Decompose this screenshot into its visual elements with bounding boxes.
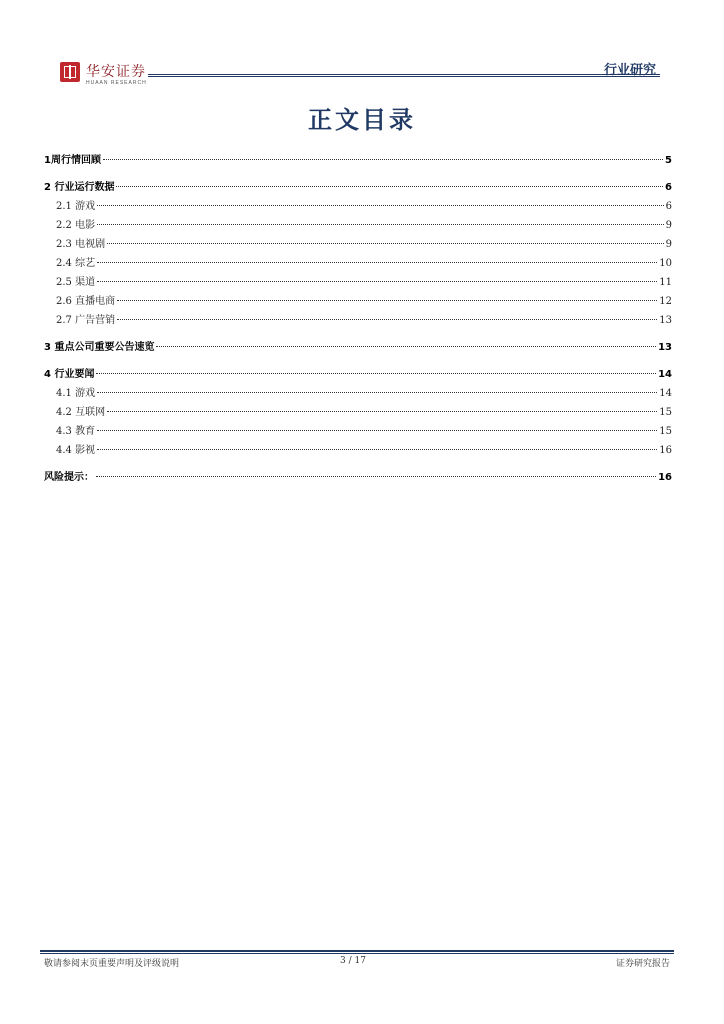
toc-leader-dots xyxy=(97,262,657,263)
toc-entry-page: 11 xyxy=(659,277,672,288)
huaan-logo-icon xyxy=(60,62,80,82)
toc-entry[interactable] xyxy=(44,276,672,295)
toc-entry-label: 2.7 广告营销 xyxy=(56,315,116,326)
toc-entry[interactable] xyxy=(44,295,672,314)
toc-entry-label: 2.4 综艺 xyxy=(56,258,96,269)
toc-entry-label: 4.1 游戏 xyxy=(56,388,96,399)
toc-entry-label: 4.4 影视 xyxy=(56,445,96,456)
toc-entry-page: 13 xyxy=(658,342,672,353)
toc-entry-label: 4 行业要闻 xyxy=(44,369,95,380)
toc-leader-dots xyxy=(117,319,657,320)
toc-leader-dots xyxy=(97,449,657,450)
toc-entry-label: 4.3 教育 xyxy=(56,426,96,437)
toc-leader-dots xyxy=(156,346,656,347)
toc-entry-label: 2 行业运行数据 xyxy=(44,182,115,193)
toc-leader-dots xyxy=(107,411,657,412)
report-type: 证券研究报告 xyxy=(615,959,670,969)
page-number: 3 / 17 xyxy=(340,956,366,966)
toc-leader-dots xyxy=(96,476,656,477)
toc-leader-dots xyxy=(103,159,663,160)
footer-disclaimer: 敬请参阅末页重要声明及评级说明 xyxy=(44,959,180,969)
toc-entry[interactable] xyxy=(44,238,672,257)
toc-entry-page: 16 xyxy=(658,472,672,483)
toc-entry-page: 9 xyxy=(665,239,672,250)
toc-entry-label: 2.1 游戏 xyxy=(56,201,96,212)
page-header xyxy=(0,0,724,100)
toc-leader-dots xyxy=(107,243,664,244)
toc-entry-label: 2.6 直播电商 xyxy=(56,296,116,307)
toc-entry-label: 风险提示： xyxy=(44,472,94,483)
page-title: 正文目录 xyxy=(308,106,416,134)
toc-entry[interactable] xyxy=(44,257,672,276)
toc-entry[interactable] xyxy=(44,219,672,238)
toc-entry-page: 14 xyxy=(659,388,672,399)
toc-entry-page: 16 xyxy=(659,445,672,456)
toc-leader-dots xyxy=(97,430,657,431)
toc-entry-label: 2.2 电影 xyxy=(56,220,96,231)
toc-entry-page: 6 xyxy=(665,182,672,193)
toc-entry[interactable] xyxy=(44,314,672,333)
toc-entry[interactable] xyxy=(44,444,672,463)
toc-entry[interactable] xyxy=(44,154,672,173)
toc-leader-dots xyxy=(97,281,657,282)
toc-leader-dots xyxy=(97,205,664,206)
toc-entry-page: 10 xyxy=(659,258,672,269)
toc-entry-page: 15 xyxy=(659,407,672,418)
toc-gap xyxy=(44,173,672,181)
toc-entry-page: 6 xyxy=(665,201,672,212)
footer-divider-thin xyxy=(40,953,674,954)
toc-entry-label: 4.2 互联网 xyxy=(56,407,106,418)
toc-entry-page: 15 xyxy=(659,426,672,437)
toc-entry-page: 14 xyxy=(658,369,672,380)
toc-entry-label: 1周行情回顾 xyxy=(44,155,101,166)
toc-gap xyxy=(44,360,672,368)
brand-name-en: HUAAN RESEARCH xyxy=(86,80,147,86)
section-label: 行业研究 xyxy=(603,63,656,78)
toc-entry[interactable] xyxy=(44,181,672,200)
toc-entry[interactable] xyxy=(44,341,672,360)
toc-entry[interactable] xyxy=(44,406,672,425)
toc-leader-dots xyxy=(117,300,657,301)
toc-entry-label: 3 重点公司重要公告速览 xyxy=(44,342,155,353)
toc-entry[interactable] xyxy=(44,425,672,444)
toc-leader-dots xyxy=(96,373,656,374)
toc-leader-dots xyxy=(116,186,663,187)
toc-leader-dots xyxy=(97,392,657,393)
toc-entry-page: 9 xyxy=(665,220,672,231)
toc-entry[interactable] xyxy=(44,471,672,490)
toc-gap xyxy=(44,333,672,341)
header-divider xyxy=(148,74,660,75)
table-of-contents xyxy=(44,154,672,490)
brand-name: 华安证券 xyxy=(86,64,146,80)
toc-entry[interactable] xyxy=(44,368,672,387)
toc-leader-dots xyxy=(97,224,664,225)
toc-entry[interactable] xyxy=(44,387,672,406)
toc-entry-label: 2.3 电视剧 xyxy=(56,239,106,250)
toc-entry-label: 2.5 渠道 xyxy=(56,277,96,288)
toc-entry-page: 13 xyxy=(659,315,672,326)
toc-entry-page: 12 xyxy=(659,296,672,307)
toc-gap xyxy=(44,463,672,471)
toc-entry-page: 5 xyxy=(665,155,672,166)
toc-entry[interactable] xyxy=(44,200,672,219)
header-divider-thin xyxy=(148,76,660,77)
footer-divider xyxy=(40,950,674,952)
